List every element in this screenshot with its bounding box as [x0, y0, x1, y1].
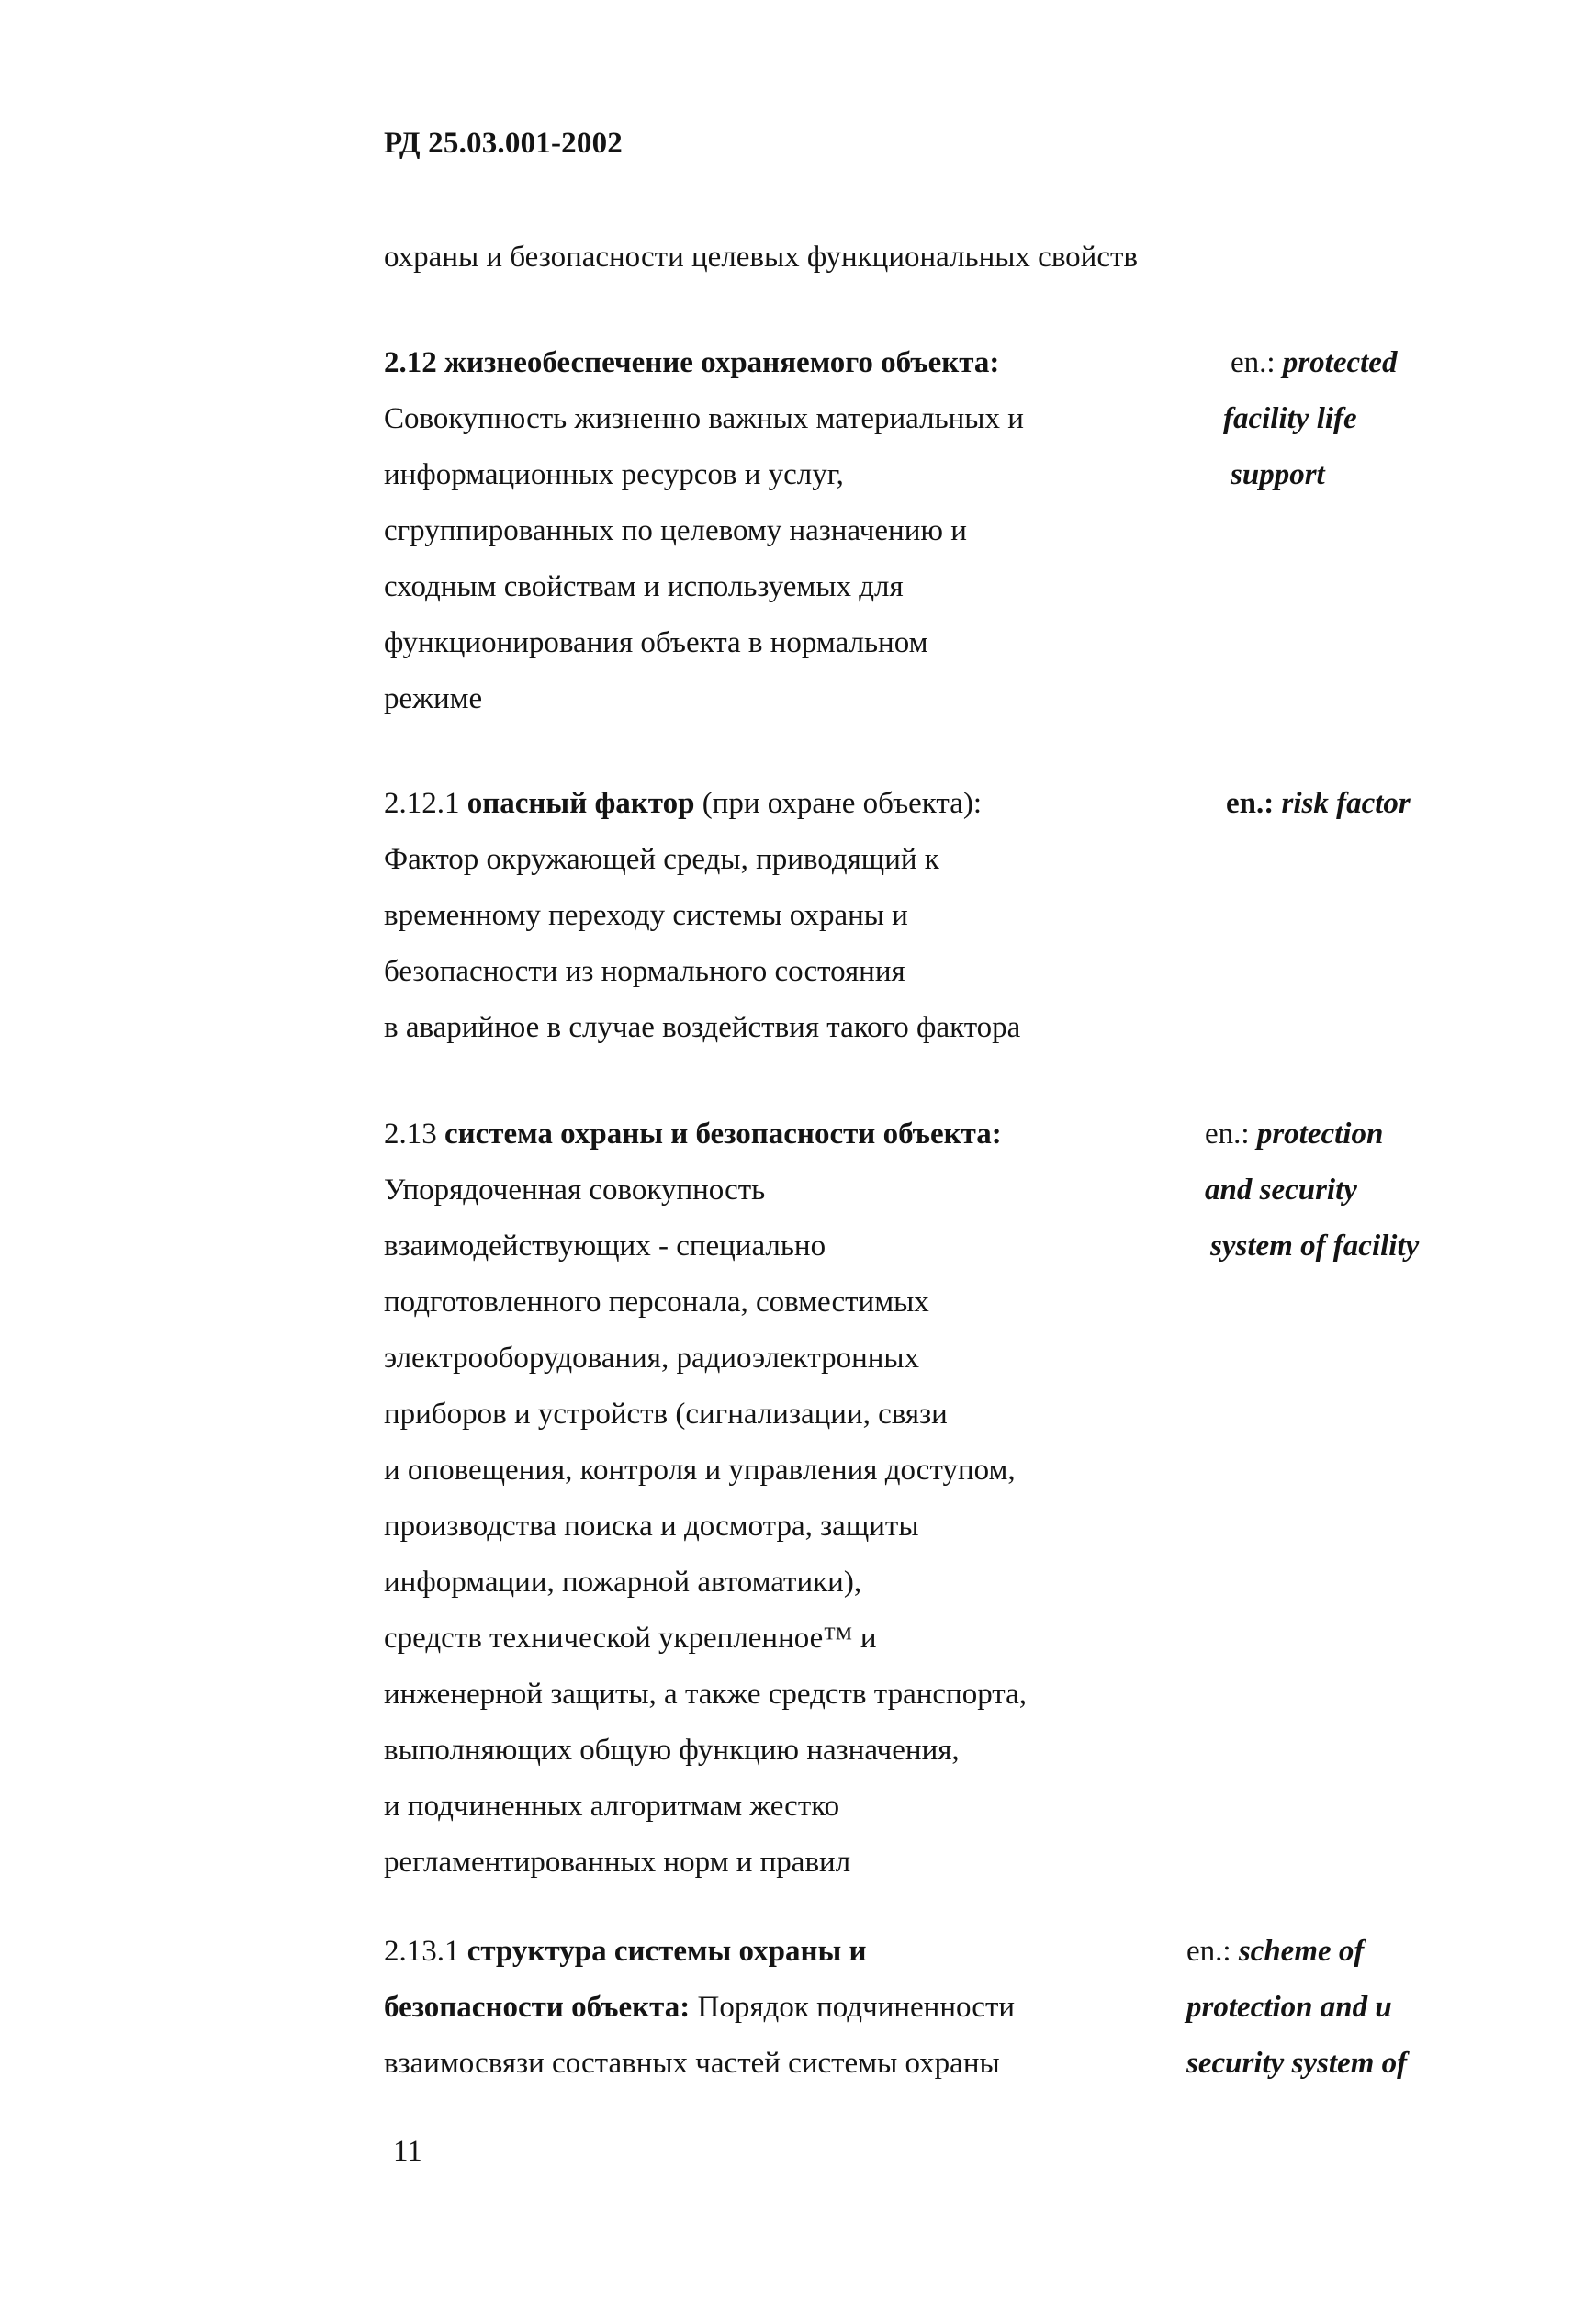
definition-line: Упорядоченная совокупность — [384, 1174, 766, 1207]
english-equivalent-line — [1186, 1924, 1407, 1980]
term-2-12-english — [1223, 335, 1398, 503]
definition-line: в аварийное в случае воздействия такого фактора — [384, 1011, 1021, 1044]
term-heading-line — [384, 776, 1100, 832]
definition-line: функционирования объекта в нормальном — [384, 626, 928, 659]
term-2-13-definition — [384, 1106, 1100, 1891]
definition-line: подготовленного персонала, совместимых — [384, 1286, 929, 1319]
english-equivalent-line — [1186, 1980, 1407, 2036]
term-heading: безопасности объекта: — [384, 1991, 691, 2024]
term-heading: опасный фактор — [466, 787, 695, 820]
definition-text: Порядок подчиненности — [697, 1991, 1016, 2024]
en-prefix: en.: — [1205, 1118, 1250, 1151]
continuation-line: охраны и безопасности целевых функциональных свойств — [384, 241, 1138, 274]
english-term: and security — [1205, 1174, 1357, 1207]
term-2-12-1-definition — [384, 776, 1100, 1056]
english-term: risk factor — [1281, 787, 1411, 820]
term-heading: структура системы охраны и — [466, 1935, 867, 1968]
english-equivalent-line — [1223, 391, 1397, 447]
term-heading-line — [384, 1106, 1100, 1163]
term-2-13-1-definition — [384, 1924, 1100, 2092]
english-equivalent-line — [1205, 1219, 1419, 1275]
english-term: security system of — [1186, 2047, 1408, 2080]
en-prefix: en.: — [1231, 346, 1276, 379]
english-term: scheme of — [1238, 1935, 1365, 1968]
term-2-13-1-english — [1186, 1924, 1407, 2092]
document-id-header: РД 25.03.001-2002 — [384, 127, 623, 160]
english-equivalent-line — [1231, 335, 1397, 391]
definition-line: Совокупность жизненно важных материальных и — [384, 402, 1024, 435]
definition-line: сгруппированных по целевому назначению и — [384, 514, 967, 547]
definition-line: сходным свойствам и используемых для — [384, 570, 904, 603]
english-term: protection and и — [1186, 1991, 1392, 2024]
definition-line: информации, пожарной автоматики), — [384, 1566, 862, 1599]
english-term: system of facility — [1210, 1230, 1420, 1263]
term-heading: система охраны и безопасности объекта: — [444, 1118, 1002, 1151]
definition-line: Фактор окружающей среды, приводящий к — [384, 843, 939, 876]
term-2-12-definition — [384, 335, 1100, 727]
term-heading: жизнеобеспечение охраняемого объекта: — [444, 346, 1000, 379]
english-equivalent-line — [1205, 1163, 1419, 1219]
term-number: 2.13 — [384, 1118, 437, 1151]
definition-line: производства поиска и досмотра, защиты — [384, 1510, 919, 1543]
english-term: protection — [1256, 1118, 1384, 1151]
definition-line: средств технической укрепленное™ и — [384, 1622, 877, 1655]
term-2-13-english — [1205, 1106, 1419, 1275]
term-heading-line — [384, 1924, 1100, 1980]
english-equivalent-line — [1231, 447, 1397, 503]
definition-line: выполняющих общую функцию назначения, — [384, 1734, 960, 1767]
definition-line: электрооборудования, радиоэлектронных — [384, 1342, 920, 1375]
term-number: 2.12.1 — [384, 787, 460, 820]
definition-line: взаимосвязи составных частей системы охраны — [384, 2047, 1000, 2080]
en-prefix: en.: — [1226, 787, 1275, 820]
definition-line: и подчиненных алгоритмам жестко — [384, 1790, 840, 1823]
term-number: 2.13.1 — [384, 1935, 460, 1968]
term-heading-line — [384, 1980, 1100, 2036]
definition-line: режиме — [384, 682, 483, 715]
definition-line: приборов и устройств (сигнализации, связи — [384, 1398, 948, 1431]
page-number: 11 — [393, 2135, 422, 2168]
english-equivalent-line — [1226, 776, 1411, 832]
term-2-12-1-english — [1226, 776, 1411, 832]
definition-line: инженерной защиты, а также средств транспорта, — [384, 1678, 1027, 1711]
english-term: support — [1231, 458, 1325, 491]
term-heading-note: (при охране объекта): — [702, 787, 983, 820]
en-prefix: en.: — [1186, 1935, 1231, 1968]
term-number: 2.12 — [384, 346, 437, 379]
definition-line: информационных ресурсов и услуг, — [384, 458, 844, 491]
definition-line: временному переходу системы охраны и — [384, 899, 908, 932]
definition-line: взаимодействующих - специально — [384, 1230, 826, 1263]
english-equivalent-line — [1205, 1106, 1419, 1163]
definition-line: и оповещения, контроля и управления доступом, — [384, 1454, 1016, 1487]
definition-line: безопасности из нормального состояния — [384, 955, 905, 988]
term-heading-line — [384, 335, 1100, 391]
definition-line: регламентированных норм и правил — [384, 1846, 851, 1879]
english-equivalent-line — [1186, 2036, 1407, 2092]
english-term: facility life — [1223, 402, 1357, 435]
english-term: protected — [1282, 346, 1398, 379]
